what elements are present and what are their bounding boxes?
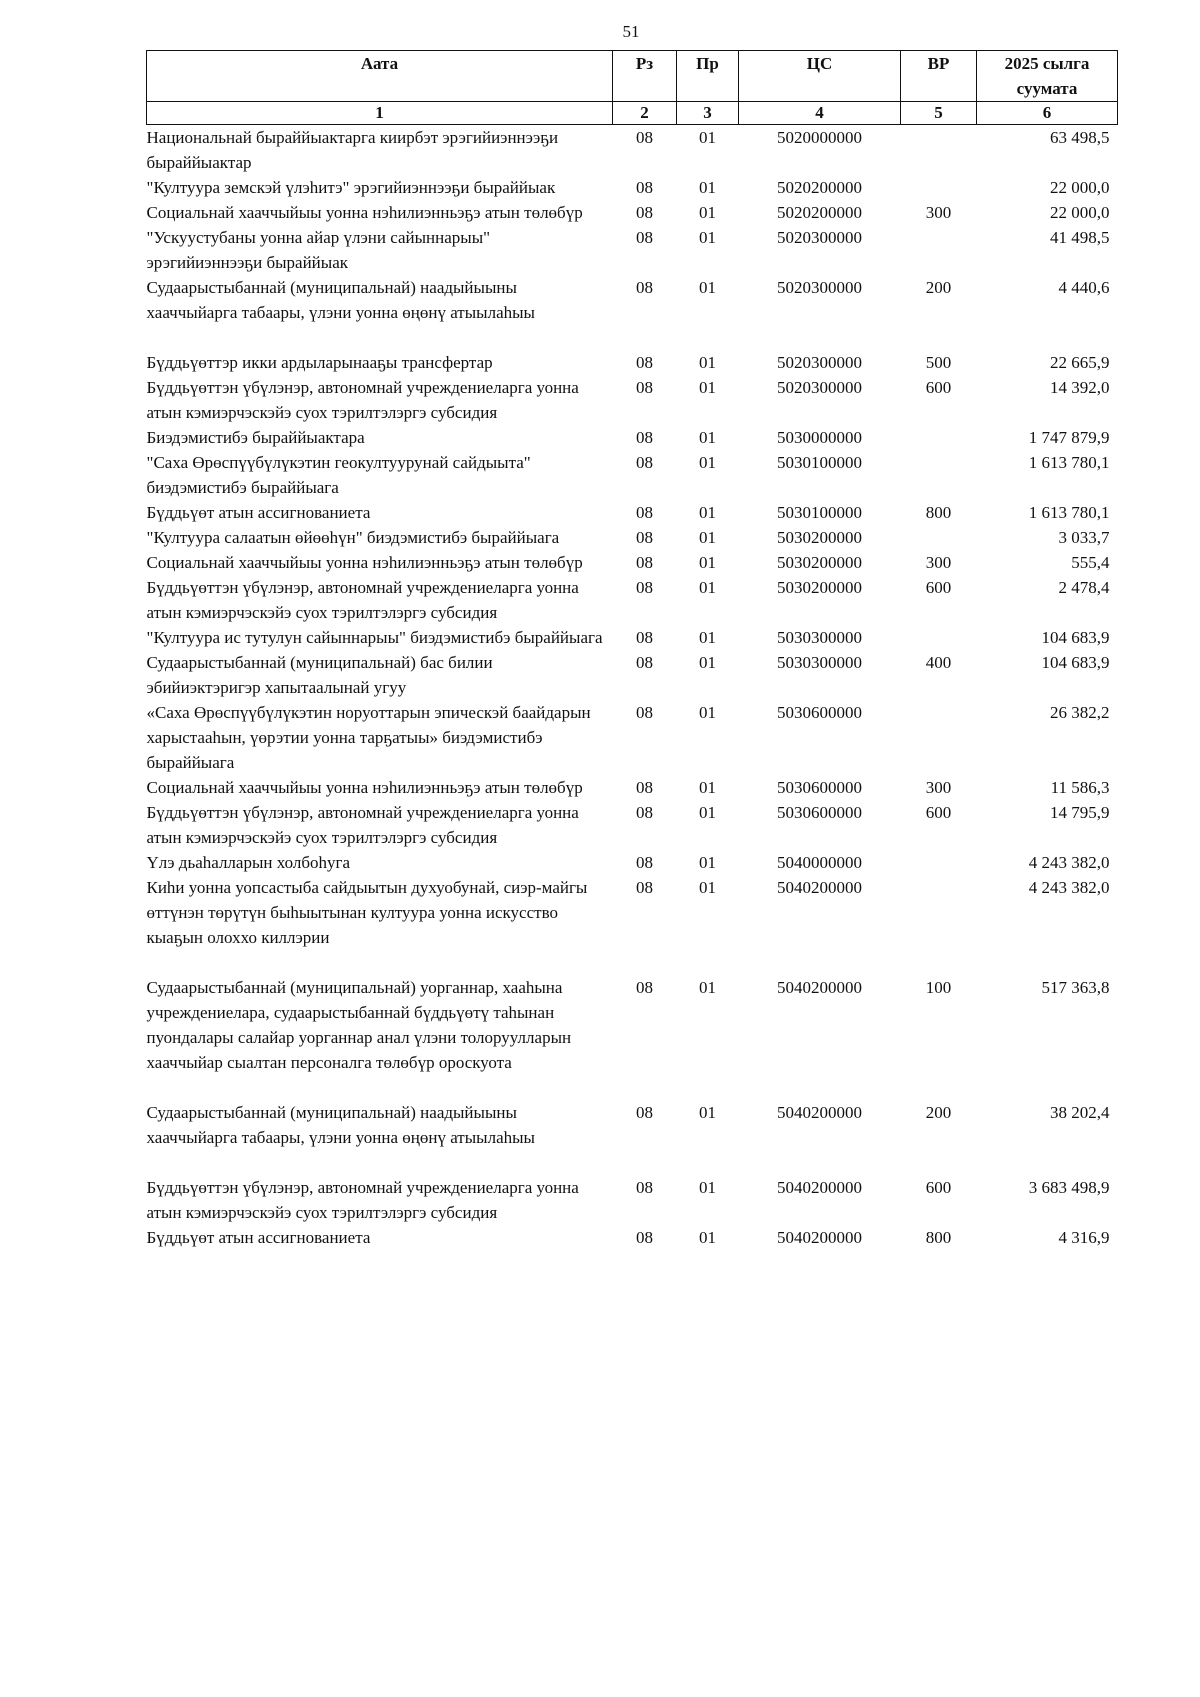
cell-name: Судаарыстыбаннай (муниципальнай) наадыйыыны хааччыйарга табаары, үлэни уонна өңөнү атыылаhыы [146,278,535,322]
cell-pr: 01 [699,803,716,822]
cell-sum: 1 613 780,1 [1028,503,1110,522]
cell-rz: 08 [636,553,653,572]
spacer-cell [147,1150,1118,1175]
cell-cs: 5030100000 [777,453,862,472]
cell-vr: 500 [925,353,952,372]
cell-sum: 14 795,9 [1050,803,1110,822]
cell-sum: 22 665,9 [1050,353,1110,372]
cell-rz: 08 [636,1103,653,1122]
cell-rz: 08 [636,853,653,872]
table-row [147,275,1118,325]
cell-cs: 5040200000 [777,1178,862,1197]
cell-vr: 800 [925,1228,952,1247]
cell-sum: 22 000,0 [1050,178,1110,197]
table-row [147,350,1118,375]
cell-cs: 5020300000 [777,228,862,247]
cell-cs: 5040000000 [777,853,862,872]
header-pr: Пр [677,51,739,102]
cell-name: Судаарыстыбаннай (муниципальнай) наадыйыыны хааччыйарга табаары, үлэни уонна өңөнү атыылаhыы [146,1103,535,1147]
cell-cs: 5020200000 [777,178,862,197]
cell-rz: 08 [636,803,653,822]
table-row [147,550,1118,575]
cell-pr: 01 [699,653,716,672]
header-name: Аата [147,51,613,102]
cell-cs: 5040200000 [777,978,862,997]
cell-cs: 5030600000 [777,778,862,797]
cell-sum: 1 747 879,9 [1028,428,1110,447]
cell-rz: 08 [636,578,653,597]
cell-name: "Култуура салаатын өйөөhүн" биэдэмистибэ быраййыага [146,528,560,547]
cell-rz: 08 [636,428,653,447]
cell-rz: 08 [636,128,653,147]
cell-rz: 08 [636,1178,653,1197]
cell-cs: 5020200000 [777,203,862,222]
cell-name: "Култуура земскэй үлэhитэ" эрэгийиэннээҕи быраййыак [146,178,556,197]
cell-vr: 100 [925,978,952,997]
cell-pr: 01 [699,1228,716,1247]
cell-pr: 01 [699,1178,716,1197]
table-row [147,575,1118,625]
cell-sum: 1 613 780,1 [1028,453,1110,472]
cell-cs: 5020300000 [777,353,862,372]
cell-name: Социальнай хааччыйыы уонна нэhилиэнньэҕэ атын төлөбүр [146,553,583,572]
cell-vr [901,525,977,550]
table-row [147,875,1118,950]
cell-sum: 4 440,6 [1058,278,1110,297]
cell-rz: 08 [636,353,653,372]
table-row [147,700,1118,775]
cell-sum: 104 683,9 [1041,653,1110,672]
cell-cs: 5030300000 [777,628,862,647]
cell-sum: 4 243 382,0 [1028,853,1110,872]
cell-rz: 08 [636,1228,653,1247]
cell-vr: 200 [925,278,952,297]
cell-vr [901,450,977,500]
cell-pr: 01 [699,203,716,222]
table-row [147,450,1118,500]
cell-rz: 08 [636,178,653,197]
cell-name: "Култуура ис тутулун сайыннарыы" биэдэмистибэ быраййыага [146,628,603,647]
cell-name: Киhи уонна уопсастыба сайдыытын духуобунай, сиэр-майгы өттүнэн төрүтүн быhыытынан култуура уонна искусство кыаҕын олоххо киллэрии [146,878,588,947]
cell-vr: 300 [925,203,952,222]
budget-table [146,50,1118,1250]
cell-name: Бүддьүөттэн үбүлэнэр, автономнай учреждениеларга уонна атын кэмиэрчэскэйэ суох тэрилтэлэргэ субсидия [146,1178,579,1222]
table-row [147,225,1118,275]
cell-name: Биэдэмистибэ быраййыактара [146,428,365,447]
row-spacer [147,1150,1118,1175]
cell-sum: 14 392,0 [1050,378,1110,397]
row-spacer [147,1075,1118,1100]
cell-vr: 600 [925,378,952,397]
cell-name: Национальнай быраййыактарга киирбэт эрэгийиэннээҕи быраййыактар [146,128,559,172]
cell-vr [901,225,977,275]
cell-vr: 600 [925,1178,952,1197]
header-cs: ЦС [739,51,901,102]
cell-pr: 01 [699,578,716,597]
cell-pr: 01 [699,503,716,522]
table-row [147,200,1118,225]
cell-sum: 517 363,8 [1041,978,1110,997]
table-row [147,1175,1118,1225]
table-row [147,375,1118,425]
cell-name: "Ускуустубаны уонна айар үлэни сайыннарыы" эрэгийиэннээҕи быраййыак [146,228,491,272]
cell-pr: 01 [699,128,716,147]
header-vr: ВР [901,51,977,102]
cell-vr [901,125,977,176]
cell-sum: 104 683,9 [1041,628,1110,647]
cell-vr: 300 [925,553,952,572]
cell-name: Социальнай хааччыйыы уонна нэhилиэнньэҕэ атын төлөбүр [146,203,583,222]
page-number: 51 [622,22,640,41]
cell-pr: 01 [699,278,716,297]
cell-cs: 5020300000 [777,278,862,297]
cell-cs: 5030300000 [777,653,862,672]
header-rz: Рз [613,51,677,102]
cell-pr: 01 [699,228,716,247]
cell-vr: 300 [925,778,952,797]
cell-cs: 5030000000 [777,428,862,447]
cell-vr [901,425,977,450]
table-row [147,500,1118,525]
cell-vr: 600 [925,803,952,822]
cell-sum: 4 316,9 [1058,1228,1110,1247]
cell-pr: 01 [699,853,716,872]
column-number: 4 [739,102,901,125]
cell-cs: 5030200000 [777,578,862,597]
cell-name: Бүддьүөттэн үбүлэнэр, автономнай учреждениеларга уонна атын кэмиэрчэскэйэ суох тэрилтэлэргэ субсидия [146,803,579,847]
cell-cs: 5040200000 [777,1103,862,1122]
table-header-row [147,51,1118,102]
column-number: 1 [147,102,613,125]
cell-rz: 08 [636,778,653,797]
cell-sum: 26 382,2 [1050,703,1110,722]
cell-name: Социальнай хааччыйыы уонна нэhилиэнньэҕэ атын төлөбүр [146,778,583,797]
table-row [147,650,1118,700]
cell-vr: 800 [925,503,952,522]
column-number: 6 [977,102,1118,125]
cell-rz: 08 [636,878,653,897]
table-body [147,125,1118,1251]
cell-sum: 3 683 498,9 [1028,1178,1110,1197]
cell-sum: 3 033,7 [1058,528,1110,547]
header-sum: 2025 сылга суумата [977,51,1118,102]
row-spacer [147,950,1118,975]
cell-sum: 555,4 [1071,553,1110,572]
cell-pr: 01 [699,628,716,647]
cell-vr: 400 [925,653,952,672]
cell-name: Бүддьүөттэр икки ардыларынааҕы трансфертар [146,353,493,372]
cell-rz: 08 [636,503,653,522]
cell-sum: 4 243 382,0 [1028,878,1110,897]
table-row [147,800,1118,850]
cell-vr [901,700,977,775]
table-row [147,525,1118,550]
cell-vr [901,875,977,950]
cell-pr: 01 [699,978,716,997]
row-spacer [147,325,1118,350]
cell-cs: 5030200000 [777,528,862,547]
cell-vr [901,850,977,875]
cell-name: «Саха Өрөспүүбүлүкэтин норуоттарын эпическэй баайдарын харыстааhын, үөрэтии уонна тарҕатыы» биэдэмистибэ быраййыага [146,703,591,772]
table-row [147,975,1118,1075]
cell-pr: 01 [699,1103,716,1122]
cell-rz: 08 [636,453,653,472]
table-row [147,1225,1118,1250]
cell-pr: 01 [699,878,716,897]
table-row [147,1100,1118,1150]
spacer-cell [147,1075,1118,1100]
cell-rz: 08 [636,653,653,672]
cell-pr: 01 [699,428,716,447]
table-row [147,175,1118,200]
cell-pr: 01 [699,528,716,547]
spacer-cell [147,950,1118,975]
cell-cs: 5020000000 [777,128,862,147]
cell-pr: 01 [699,378,716,397]
cell-rz: 08 [636,203,653,222]
cell-cs: 5040200000 [777,1228,862,1247]
cell-rz: 08 [636,278,653,297]
cell-rz: 08 [636,228,653,247]
cell-pr: 01 [699,353,716,372]
cell-cs: 5030200000 [777,553,862,572]
table-row [147,425,1118,450]
cell-vr: 600 [925,578,952,597]
cell-vr [901,175,977,200]
cell-rz: 08 [636,978,653,997]
cell-name: "Саха Өрөспүүбүлүкэтин геокултуурунай сайдыыта" биэдэмистибэ быраййыага [146,453,531,497]
cell-name: Бүддьүөт атын ассигнованиета [146,503,371,522]
cell-vr [901,625,977,650]
cell-pr: 01 [699,553,716,572]
column-number: 3 [677,102,739,125]
column-number: 2 [613,102,677,125]
cell-cs: 5040200000 [777,878,862,897]
cell-name: Бүддьүөт атын ассигнованиета [146,1228,371,1247]
cell-rz: 08 [636,378,653,397]
spacer-cell [147,325,1118,350]
cell-cs: 5030600000 [777,803,862,822]
cell-sum: 2 478,4 [1058,578,1110,597]
cell-sum: 38 202,4 [1050,1103,1110,1122]
cell-rz: 08 [636,628,653,647]
cell-sum: 11 586,3 [1050,778,1110,797]
cell-pr: 01 [699,453,716,472]
cell-vr: 200 [925,1103,952,1122]
cell-cs: 5020300000 [777,378,862,397]
column-number-row [147,102,1118,125]
cell-sum: 41 498,5 [1050,228,1110,247]
cell-name: Бүддьүөттэн үбүлэнэр, автономнай учреждениеларга уонна атын кэмиэрчэскэйэ суох тэрилтэлэргэ субсидия [146,578,579,622]
cell-name: Судаарыстыбаннай (муниципальнай) уорганнар, хааhына учреждениелара, судаарыстыбаннай бүддьүөтү таhынан пуондалары салайар уорганнар анал үлэни толоруулларын хааччыйар сыалтан персоналга төлөбүр ороскуота [146,978,572,1072]
cell-cs: 5030600000 [777,703,862,722]
cell-rz: 08 [636,528,653,547]
table-row [147,625,1118,650]
cell-name: Судаарыстыбаннай (муниципальнай) бас билии эбийиэктэригэр хапытаалынай угуу [146,653,493,697]
cell-pr: 01 [699,778,716,797]
column-number: 5 [901,102,977,125]
cell-name: Бүддьүөттэн үбүлэнэр, автономнай учреждениеларга уонна атын кэмиэрчэскэйэ суох тэрилтэлэргэ субсидия [146,378,579,422]
cell-cs: 5030100000 [777,503,862,522]
cell-pr: 01 [699,703,716,722]
cell-rz: 08 [636,703,653,722]
cell-sum: 63 498,5 [1050,128,1110,147]
table-row [147,125,1118,176]
table-row [147,850,1118,875]
table-row [147,775,1118,800]
cell-sum: 22 000,0 [1050,203,1110,222]
cell-pr: 01 [699,178,716,197]
cell-name: Үлэ дьаhалларын холбоhуга [146,853,351,872]
